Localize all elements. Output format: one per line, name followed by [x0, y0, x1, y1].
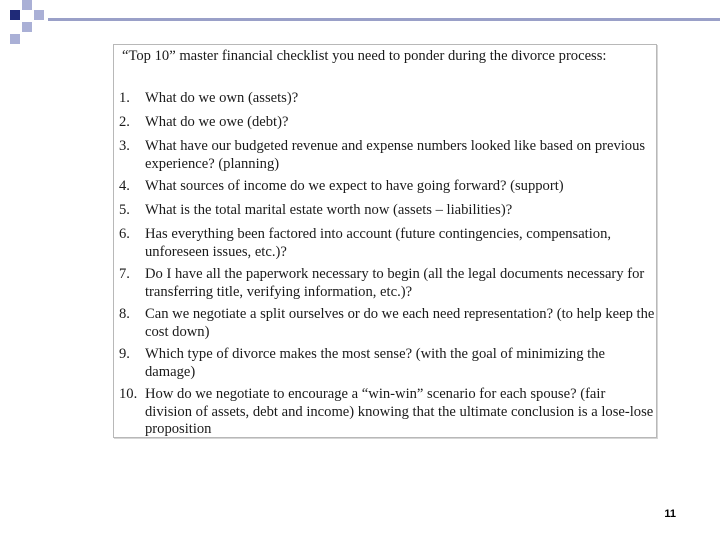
item-number: 8. [119, 306, 130, 322]
checklist-title: “Top 10” master financial checklist you need to ponder during the divorce process: [122, 48, 607, 64]
item-number: 2. [119, 114, 130, 130]
decorative-header [0, 0, 720, 50]
item-number: 1. [119, 90, 130, 106]
page-number: 11 [664, 508, 676, 520]
decor-square [10, 10, 20, 20]
decor-square [10, 34, 20, 44]
decor-square [22, 0, 32, 10]
header-rule [48, 18, 720, 21]
item-text: How do we negotiate to encourage a “win-win” scenario for each spouse? (fair division of assets, debt and income) knowing that the ultimate conclusion is a lose-lose proposition [145, 386, 654, 437]
decor-square [22, 22, 32, 32]
item-number: 4. [119, 178, 130, 194]
item-number: 7. [119, 266, 130, 282]
item-text: Do I have all the paperwork necessary to begin (all the legal documents necessary for transferring title, verifying information, etc.)? [145, 266, 645, 300]
item-number: 9. [119, 346, 130, 362]
item-text: What do we owe (debt)? [145, 114, 289, 130]
item-number: 6. [119, 226, 130, 242]
item-text: Can we negotiate a split ourselves or do we each need representation? (to help keep the cost down) [145, 306, 655, 340]
item-text: What sources of income do we expect to have going forward? (support) [145, 178, 564, 194]
item-text: What do we own (assets)? [145, 90, 299, 106]
item-number: 10. [119, 386, 138, 402]
item-number: 3. [119, 138, 130, 154]
item-text: Has everything been factored into account (future contingencies, compensation, unforeseen issues, etc.)? [145, 226, 612, 260]
decor-square [34, 10, 44, 20]
item-text: Which type of divorce makes the most sense? (with the goal of minimizing the damage) [145, 346, 605, 380]
item-text: What is the total marital estate worth now (assets – liabilities)? [145, 202, 513, 218]
item-text: What have our budgeted revenue and expense numbers looked like based on previous experience? (planning) [145, 138, 646, 172]
item-number: 5. [119, 202, 130, 218]
